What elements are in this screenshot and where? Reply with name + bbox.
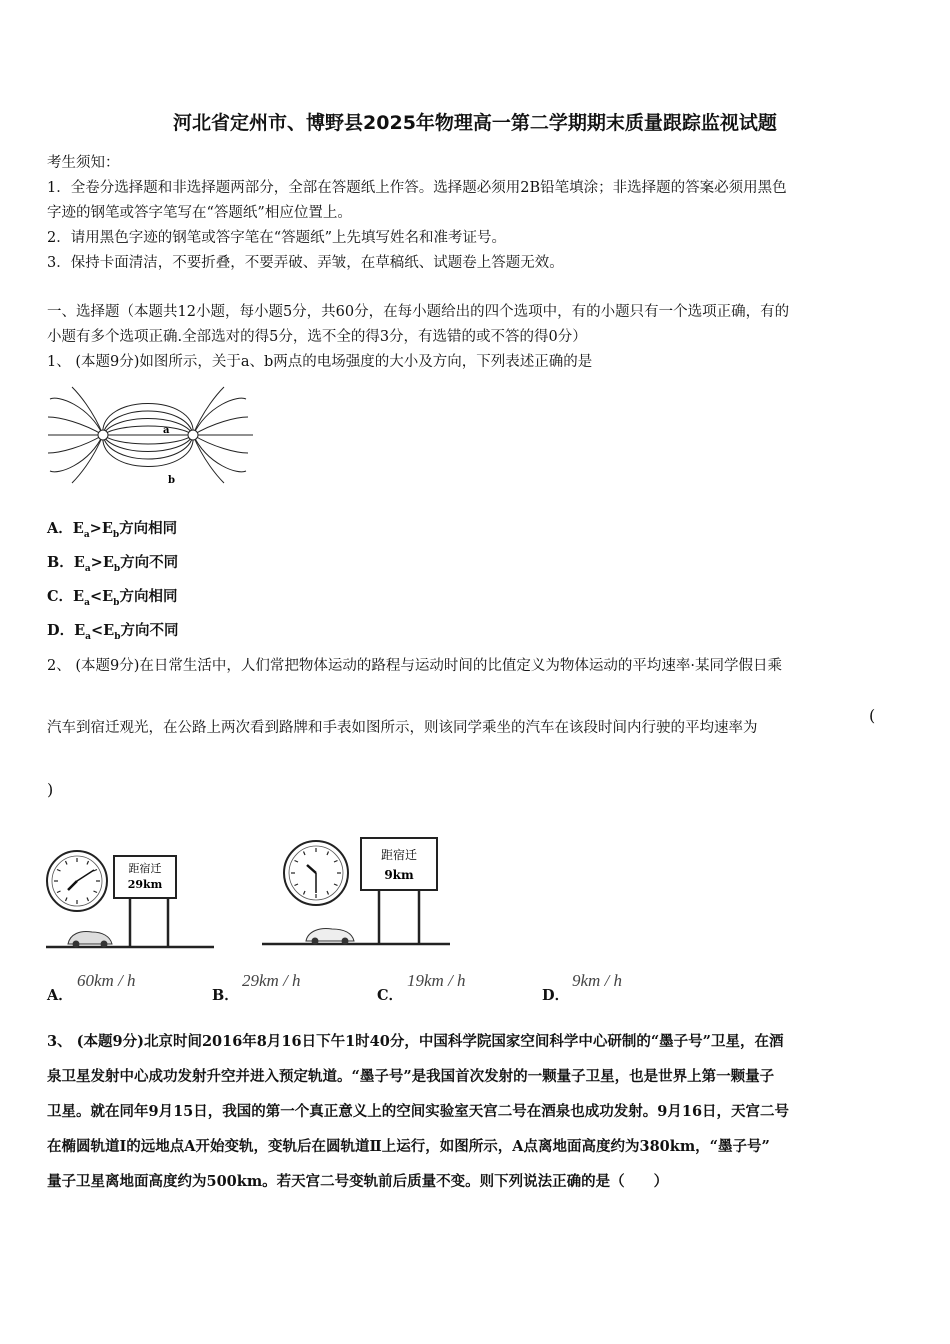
electric-field-figure: [48, 385, 258, 485]
q1-option-c: [47, 587, 177, 613]
clock-sign-figure-1: [46, 848, 216, 953]
option-sub: a: [83, 529, 90, 540]
sign-1-line-2: 29km: [127, 878, 163, 891]
q1-option-d: [47, 621, 178, 647]
q3-stem-line-1: 3、 (本题9分)北京时间2016年8月16日下午1时40分，中国科学院国家空间科学中心研制的“墨子号”卫星，在酒: [47, 1033, 784, 1050]
sign-2-line-1: 距宿迁: [380, 848, 418, 862]
q2-paren-open: (: [869, 706, 876, 725]
page-title: 河北省定州市、博野县2025年物理高一第二学期期末质量跟踪监视试题: [173, 112, 777, 134]
option-text: 方向相同: [119, 520, 178, 537]
option-sub: b: [113, 597, 120, 608]
notice-item-3: 3．保持卡面清洁，不要折叠，不要弄破、弄皱，在草稿纸、试题卷上答题无效。: [47, 255, 564, 271]
q2-option-b-letter: B．: [212, 987, 239, 1004]
option-sub: a: [84, 563, 91, 574]
q2-option-a-letter: A．: [47, 987, 73, 1004]
notice-item-1-cont: 字迹的钢笔或答字笔写在“答题纸”相应位置上。: [47, 205, 352, 221]
option-op: >E: [89, 520, 113, 537]
q2-stem-cont: 汽车到宿迁观光，在公路上两次看到路牌和手表如图所示，则该同学乘坐的汽车在该段时间内行驶的平均速率为: [47, 720, 758, 736]
field-label-b: b: [168, 475, 175, 485]
option-letter: C．: [47, 588, 74, 605]
option-e: E: [73, 588, 85, 605]
option-letter: B．: [47, 554, 74, 571]
option-e: E: [73, 554, 85, 571]
q2-option-c-letter: C．: [377, 987, 404, 1004]
option-sub: b: [113, 563, 121, 574]
option-text: 方向不同: [120, 554, 179, 571]
option-op: <E: [89, 588, 114, 605]
q3-stem-line-5: 量子卫星离地面高度约为500km。若天宫二号变轨前后质量不变。则下列说法正确的是（ ）: [47, 1173, 669, 1190]
option-op: <E: [90, 622, 115, 639]
option-sub: b: [114, 631, 121, 642]
q1-stem: 1、 (本题9分)如图所示，关于a、b两点的电场强度的大小及方向，下列表述正确的是: [47, 354, 593, 370]
q2-stem: 2、 (本题9分)在日常生活中，人们常把物体运动的路程与运动时间的比值定义为物体运动的平均速率·某同学假日乘: [47, 658, 782, 674]
section-instructions: 一、选择题（本题共12小题，每小题5分，共60分，在每小题给出的四个选项中，有的小题只有一个选项正确，有的: [47, 304, 790, 320]
q2-option-b-value: 29km / h: [242, 971, 301, 990]
q1-option-a: [47, 519, 177, 545]
q2-option-d-value: 9km / h: [572, 971, 623, 990]
option-e: E: [72, 520, 84, 537]
option-text: 方向相同: [119, 588, 178, 605]
option-sub: a: [85, 631, 91, 642]
option-text: 方向不同: [120, 622, 179, 639]
q3-stem-line-2: 泉卫星发射中心成功发射升空并进入预定轨道。“墨子号”是我国首次发射的一颗量子卫星，也是世界上第一颗量子: [47, 1068, 775, 1085]
q2-option-a-value: 60km / h: [77, 971, 136, 990]
option-op: >E: [90, 554, 114, 571]
notice-heading: 考生须知：: [47, 155, 120, 171]
option-letter: A．: [47, 520, 73, 537]
notice-item-1: 1．全卷分选择题和非选择题两部分，全部在答题纸上作答。选择题必须用2B铅笔填涂；非选择题的答案必须用黑色: [47, 180, 787, 196]
q3-stem-line-4: 在椭圆轨道Ⅰ的远地点A开始变轨，变轨后在圆轨道Ⅱ上运行，如图所示，A点离地面高度约为380km，“墨子号”: [47, 1138, 770, 1155]
option-e: E: [74, 622, 86, 639]
q2-option-d-letter: D．: [542, 987, 570, 1004]
q2-option-c-value: 19km / h: [407, 971, 466, 990]
section-instructions-cont: 小题有多个选项正确.全部选对的得5分，选不全的得3分，有选错的或不答的得0分）: [47, 329, 587, 345]
q2-paren-close: ): [47, 780, 54, 799]
field-label-a: a: [163, 425, 170, 436]
notice-item-2: 2．请用黑色字迹的钢笔或答字笔在“答题纸”上先填写姓名和准考证号。: [47, 230, 507, 246]
q3-stem-line-3: 卫星。就在同年9月15日，我国的第一个真正意义上的空间实验室天宫二号在酒泉也成功发射。9月16日，天宫二号: [47, 1103, 790, 1120]
option-sub: a: [84, 597, 90, 608]
clock-sign-figure-2: [262, 835, 452, 950]
sign-2-line-2: 9km: [384, 868, 414, 882]
sign-1-line-1: 距宿迁: [128, 862, 162, 875]
q1-option-b: [47, 553, 178, 579]
option-letter: D．: [47, 622, 75, 639]
option-sub: b: [112, 529, 120, 540]
